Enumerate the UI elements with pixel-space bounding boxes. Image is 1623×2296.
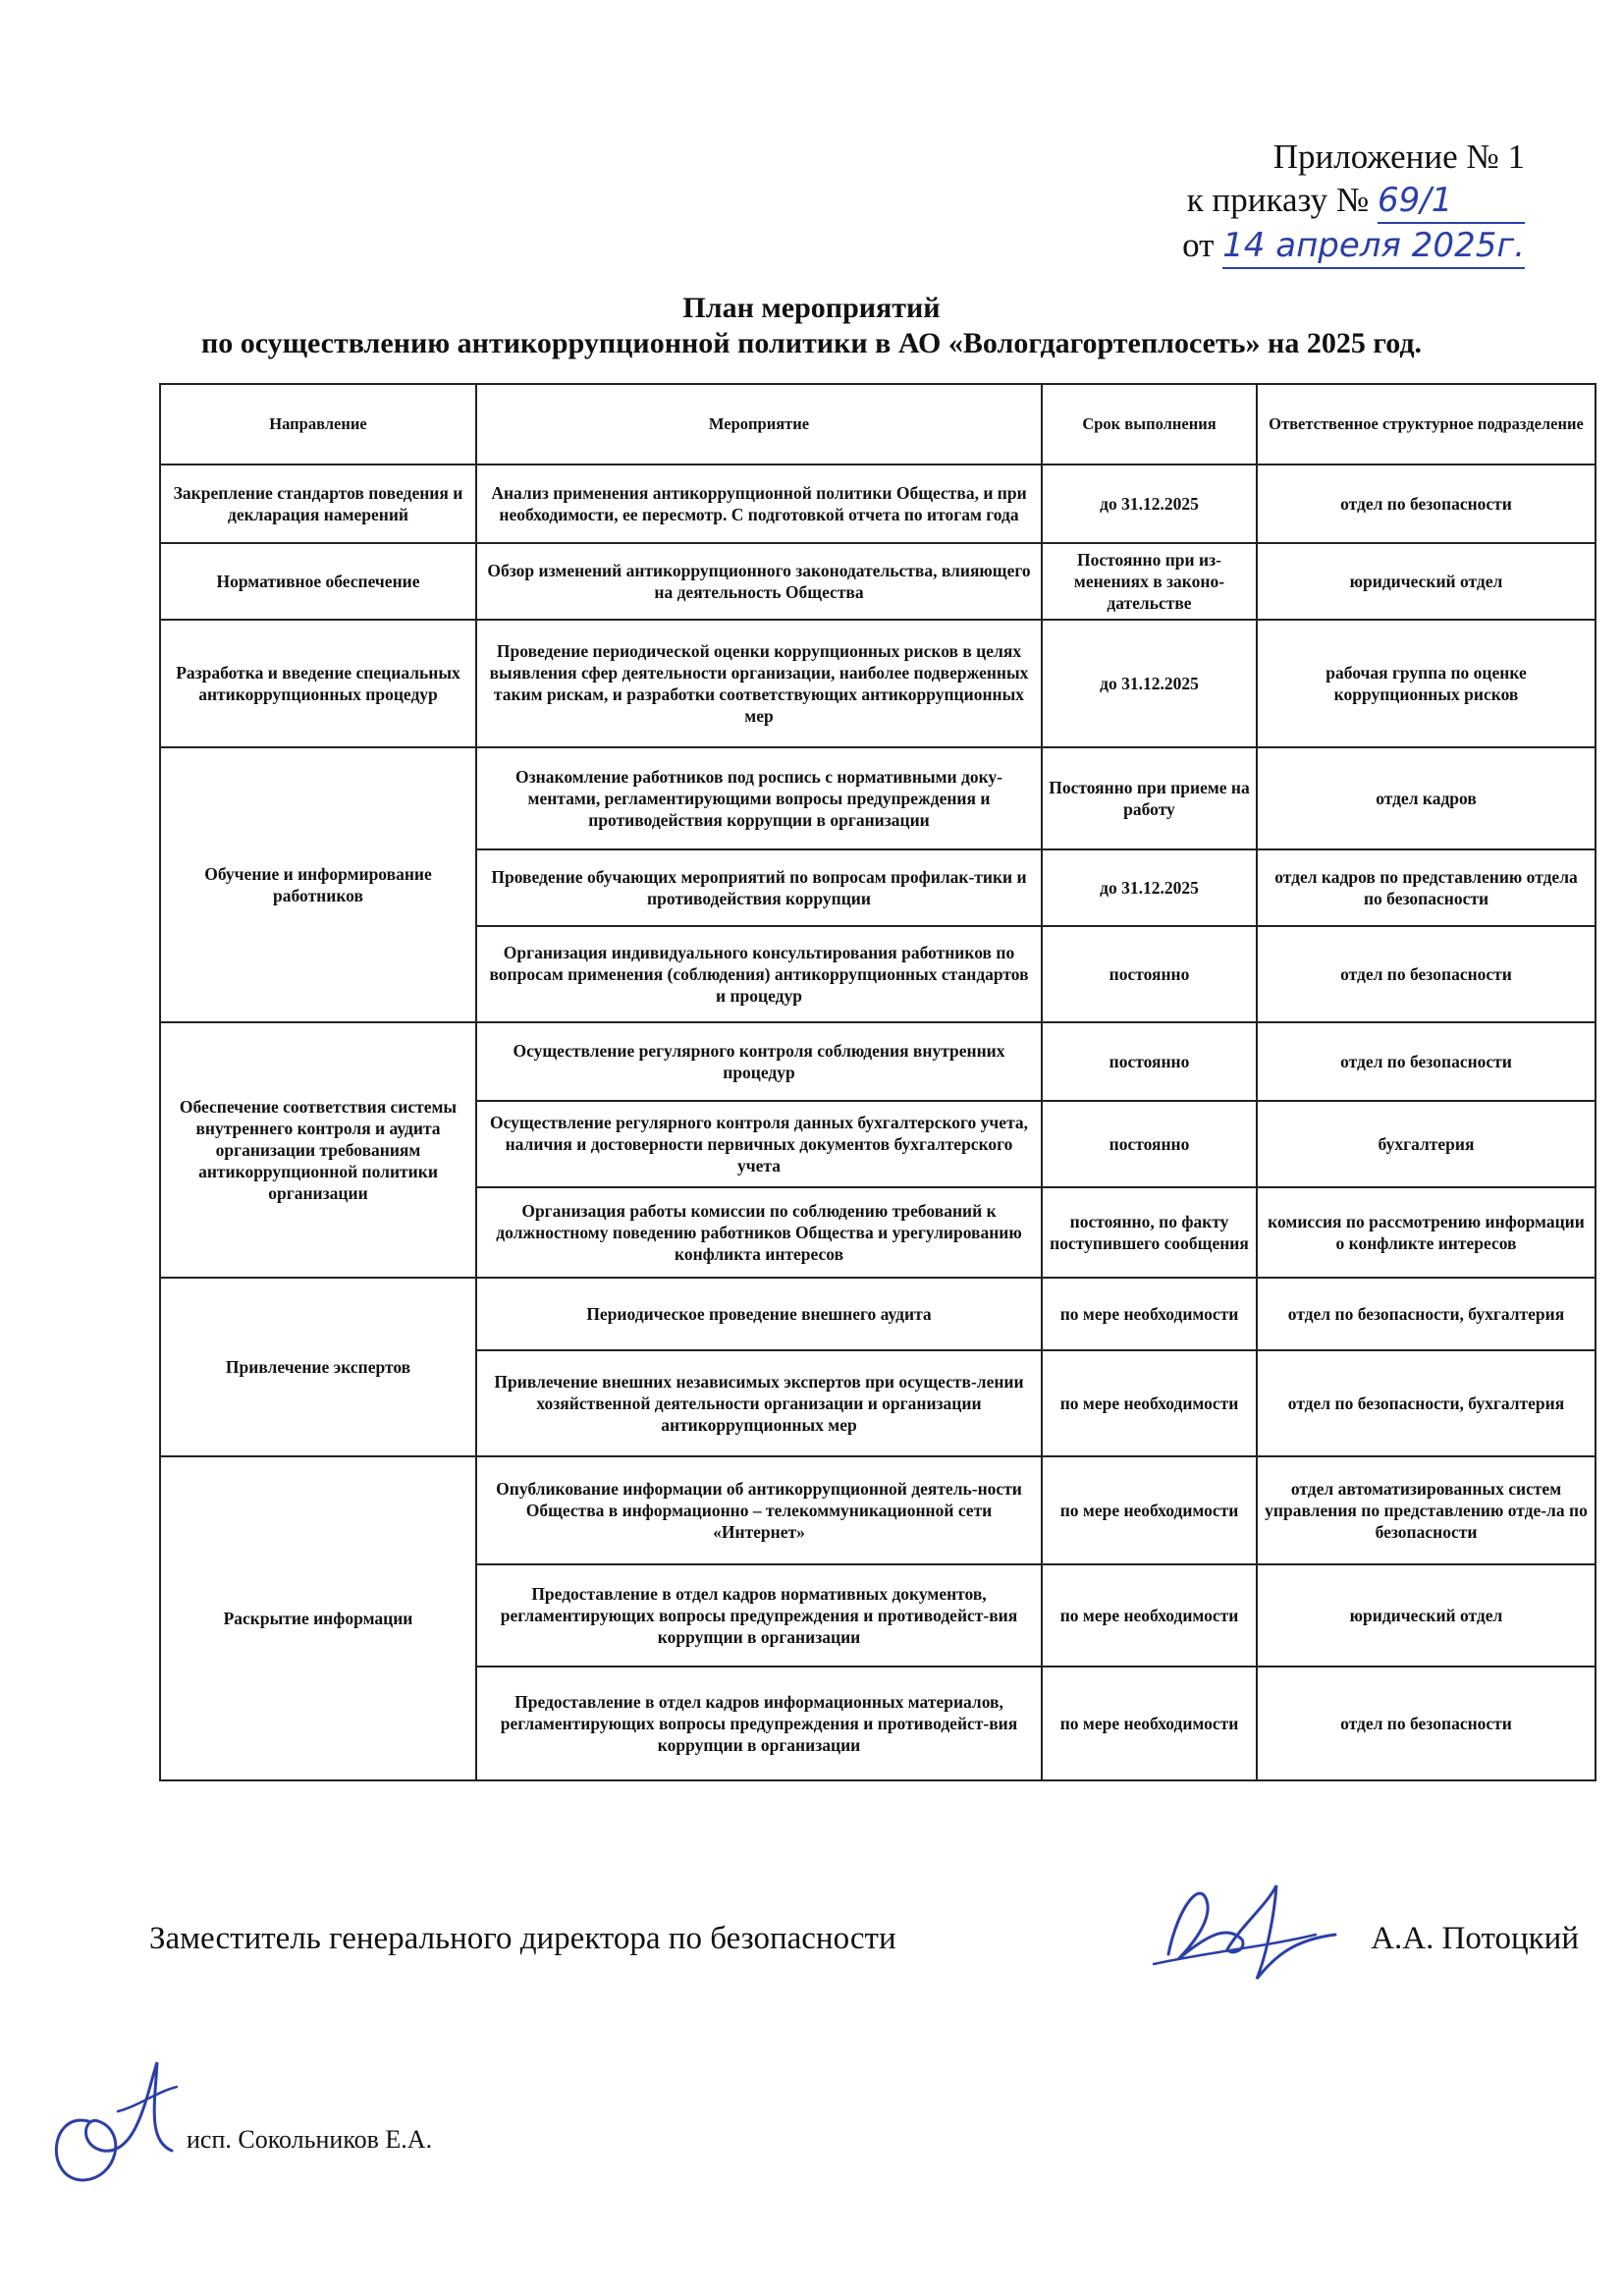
table-row	[160, 1456, 1596, 1564]
title-line-2: по осуществлению антикоррупционной политики в АО «Вологдагортеплосеть» на 2025 год.	[200, 327, 1423, 359]
direction-cell: Обучение и информирование работников	[160, 747, 476, 1022]
table-row	[160, 1278, 1596, 1350]
responsible-cell: отдел по безопасности	[1257, 1022, 1596, 1101]
term-cell: постоянно, по факту поступившего сообщения	[1042, 1187, 1257, 1278]
measure-cell: Опубликование информации об антикоррупционной деятель-ности Общества в информационно – телекоммуникационной сети «Интернет»	[476, 1456, 1042, 1564]
responsible-cell: отдел по безопасности	[1257, 1667, 1596, 1780]
term-cell: по мере необходимости	[1042, 1456, 1257, 1564]
term-cell: постоянно	[1042, 1101, 1257, 1187]
measure-cell: Ознакомление работников под роспись с нормативными доку-ментами, регламентирующими вопросы предупреждения и противодействия коррупции в организации	[476, 747, 1042, 849]
order-number-prefix: к приказу №	[1186, 181, 1370, 219]
order-date-handwritten: 14 апреля 2025г.	[1222, 224, 1525, 269]
plan-table	[159, 383, 1596, 1781]
measure-cell: Анализ применения антикоррупционной политики Общества, и при необходимости, ее пересмотр. С подготовкой отчета по итогам года	[476, 465, 1042, 543]
direction-cell: Привлечение экспертов	[160, 1278, 476, 1456]
responsible-cell: бухгалтерия	[1257, 1101, 1596, 1187]
measure-cell: Обзор изменений антикоррупционного законодательства, влияющего на деятельность Общества	[476, 543, 1042, 620]
responsible-cell: отдел автоматизированных систем управления по представлению отде-ла по безопасности	[1257, 1456, 1596, 1564]
term-cell: по мере необходимости	[1042, 1564, 1257, 1667]
responsible-cell: отдел по безопасности	[1257, 465, 1596, 543]
responsible-cell: отдел по безопасности, бухгалтерия	[1257, 1278, 1596, 1350]
measure-cell: Привлечение внешних независимых экспертов при осуществ-лении хозяйственной деятельности организации и организации антикоррупционных мер	[476, 1350, 1042, 1456]
direction-cell: Обеспечение соответствия системы внутреннего контроля и аудита организации требованиям антикоррупционной политики организации	[160, 1022, 476, 1278]
table-row	[160, 747, 1596, 849]
term-cell: постоянно	[1042, 926, 1257, 1022]
responsible-cell: отдел по безопасности, бухгалтерия	[1257, 1350, 1596, 1456]
term-cell: Постоянно при приеме на работу	[1042, 747, 1257, 849]
measure-cell: Проведение обучающих мероприятий по вопросам профилак-тики и противодействия коррупции	[476, 849, 1042, 926]
order-date-prefix: от	[1182, 226, 1215, 264]
plan-table-body	[160, 465, 1596, 1780]
order-date-line	[1182, 224, 1525, 269]
measure-cell: Периодическое проведение внешнего аудита	[476, 1278, 1042, 1350]
annex-line: Приложение № 1	[1272, 137, 1525, 176]
table-row	[160, 620, 1596, 747]
responsible-cell: рабочая группа по оценке коррупционных рисков	[1257, 620, 1596, 747]
header-term: Срок выполнения	[1042, 384, 1257, 465]
term-cell: по мере необходимости	[1042, 1278, 1257, 1350]
table-header-row	[160, 384, 1596, 465]
term-cell: постоянно	[1042, 1022, 1257, 1101]
measure-cell: Организация индивидуального консультирования работников по вопросам применения (соблюдения) антикоррупционных стандартов и процедур	[476, 926, 1042, 1022]
direction-cell: Нормативное обеспечение	[160, 543, 476, 620]
executor-name: исп. Сокольников Е.А.	[187, 2125, 433, 2154]
table-row	[160, 465, 1596, 543]
signer-name: А.А. Потоцкий	[1371, 1921, 1579, 1956]
header-direction: Направление	[160, 384, 476, 465]
header-measure: Мероприятие	[476, 384, 1042, 465]
term-cell: Постоянно при из-менениях в законо-дательстве	[1042, 543, 1257, 620]
term-cell: до 31.12.2025	[1042, 620, 1257, 747]
annex-block	[1182, 136, 1525, 269]
direction-cell: Закрепление стандартов поведения и декларация намерений	[160, 465, 476, 543]
responsible-cell: отдел кадров по представлению отдела по безопасности	[1257, 849, 1596, 926]
direction-cell: Раскрытие информации	[160, 1456, 476, 1780]
responsible-cell: юридический отдел	[1257, 1564, 1596, 1667]
measure-cell: Организация работы комиссии по соблюдению требований к должностному поведению работников Общества и урегулированию конфликта интересов	[476, 1187, 1042, 1278]
order-number-line	[1182, 179, 1525, 224]
table-row	[160, 543, 1596, 620]
responsible-cell: комиссия по рассмотрению информации о конфликте интересов	[1257, 1187, 1596, 1278]
order-number-handwritten: 69/1	[1378, 179, 1525, 224]
measure-cell: Предоставление в отдел кадров информационных материалов, регламентирующих вопросы предупреждения и противодейст-вия коррупции в организации	[476, 1667, 1042, 1780]
signer-position: Заместитель генерального директора по безопасности	[149, 1921, 896, 1956]
responsible-cell: отдел кадров	[1257, 747, 1596, 849]
title-line-1: План мероприятий	[682, 292, 941, 324]
term-cell: по мере необходимости	[1042, 1667, 1257, 1780]
direction-cell: Разработка и введение специальных антикоррупционных процедур	[160, 620, 476, 747]
term-cell: до 31.12.2025	[1042, 465, 1257, 543]
term-cell: по мере необходимости	[1042, 1350, 1257, 1456]
responsible-cell: отдел по безопасности	[1257, 926, 1596, 1022]
table-row	[160, 1022, 1596, 1101]
responsible-cell: юридический отдел	[1257, 543, 1596, 620]
measure-cell: Предоставление в отдел кадров нормативных документов, регламентирующих вопросы предупреждения и противодейст-вия коррупции в организации	[476, 1564, 1042, 1667]
measure-cell: Осуществление регулярного контроля данных бухгалтерского учета, наличия и достоверности первичных документов бухгалтерского учета	[476, 1101, 1042, 1187]
header-responsible: Ответственное структурное подразделение	[1257, 384, 1596, 465]
document-title	[0, 291, 1623, 361]
director-signature	[1149, 1866, 1345, 1994]
measure-cell: Проведение периодической оценки коррупционных рисков в целях выявления сфер деятельности организации, наиболее подверженных таким рискам, и разработки соответствующих антикоррупционных мер	[476, 620, 1042, 747]
measure-cell: Осуществление регулярного контроля соблюдения внутренних процедур	[476, 1022, 1042, 1101]
term-cell: до 31.12.2025	[1042, 849, 1257, 926]
